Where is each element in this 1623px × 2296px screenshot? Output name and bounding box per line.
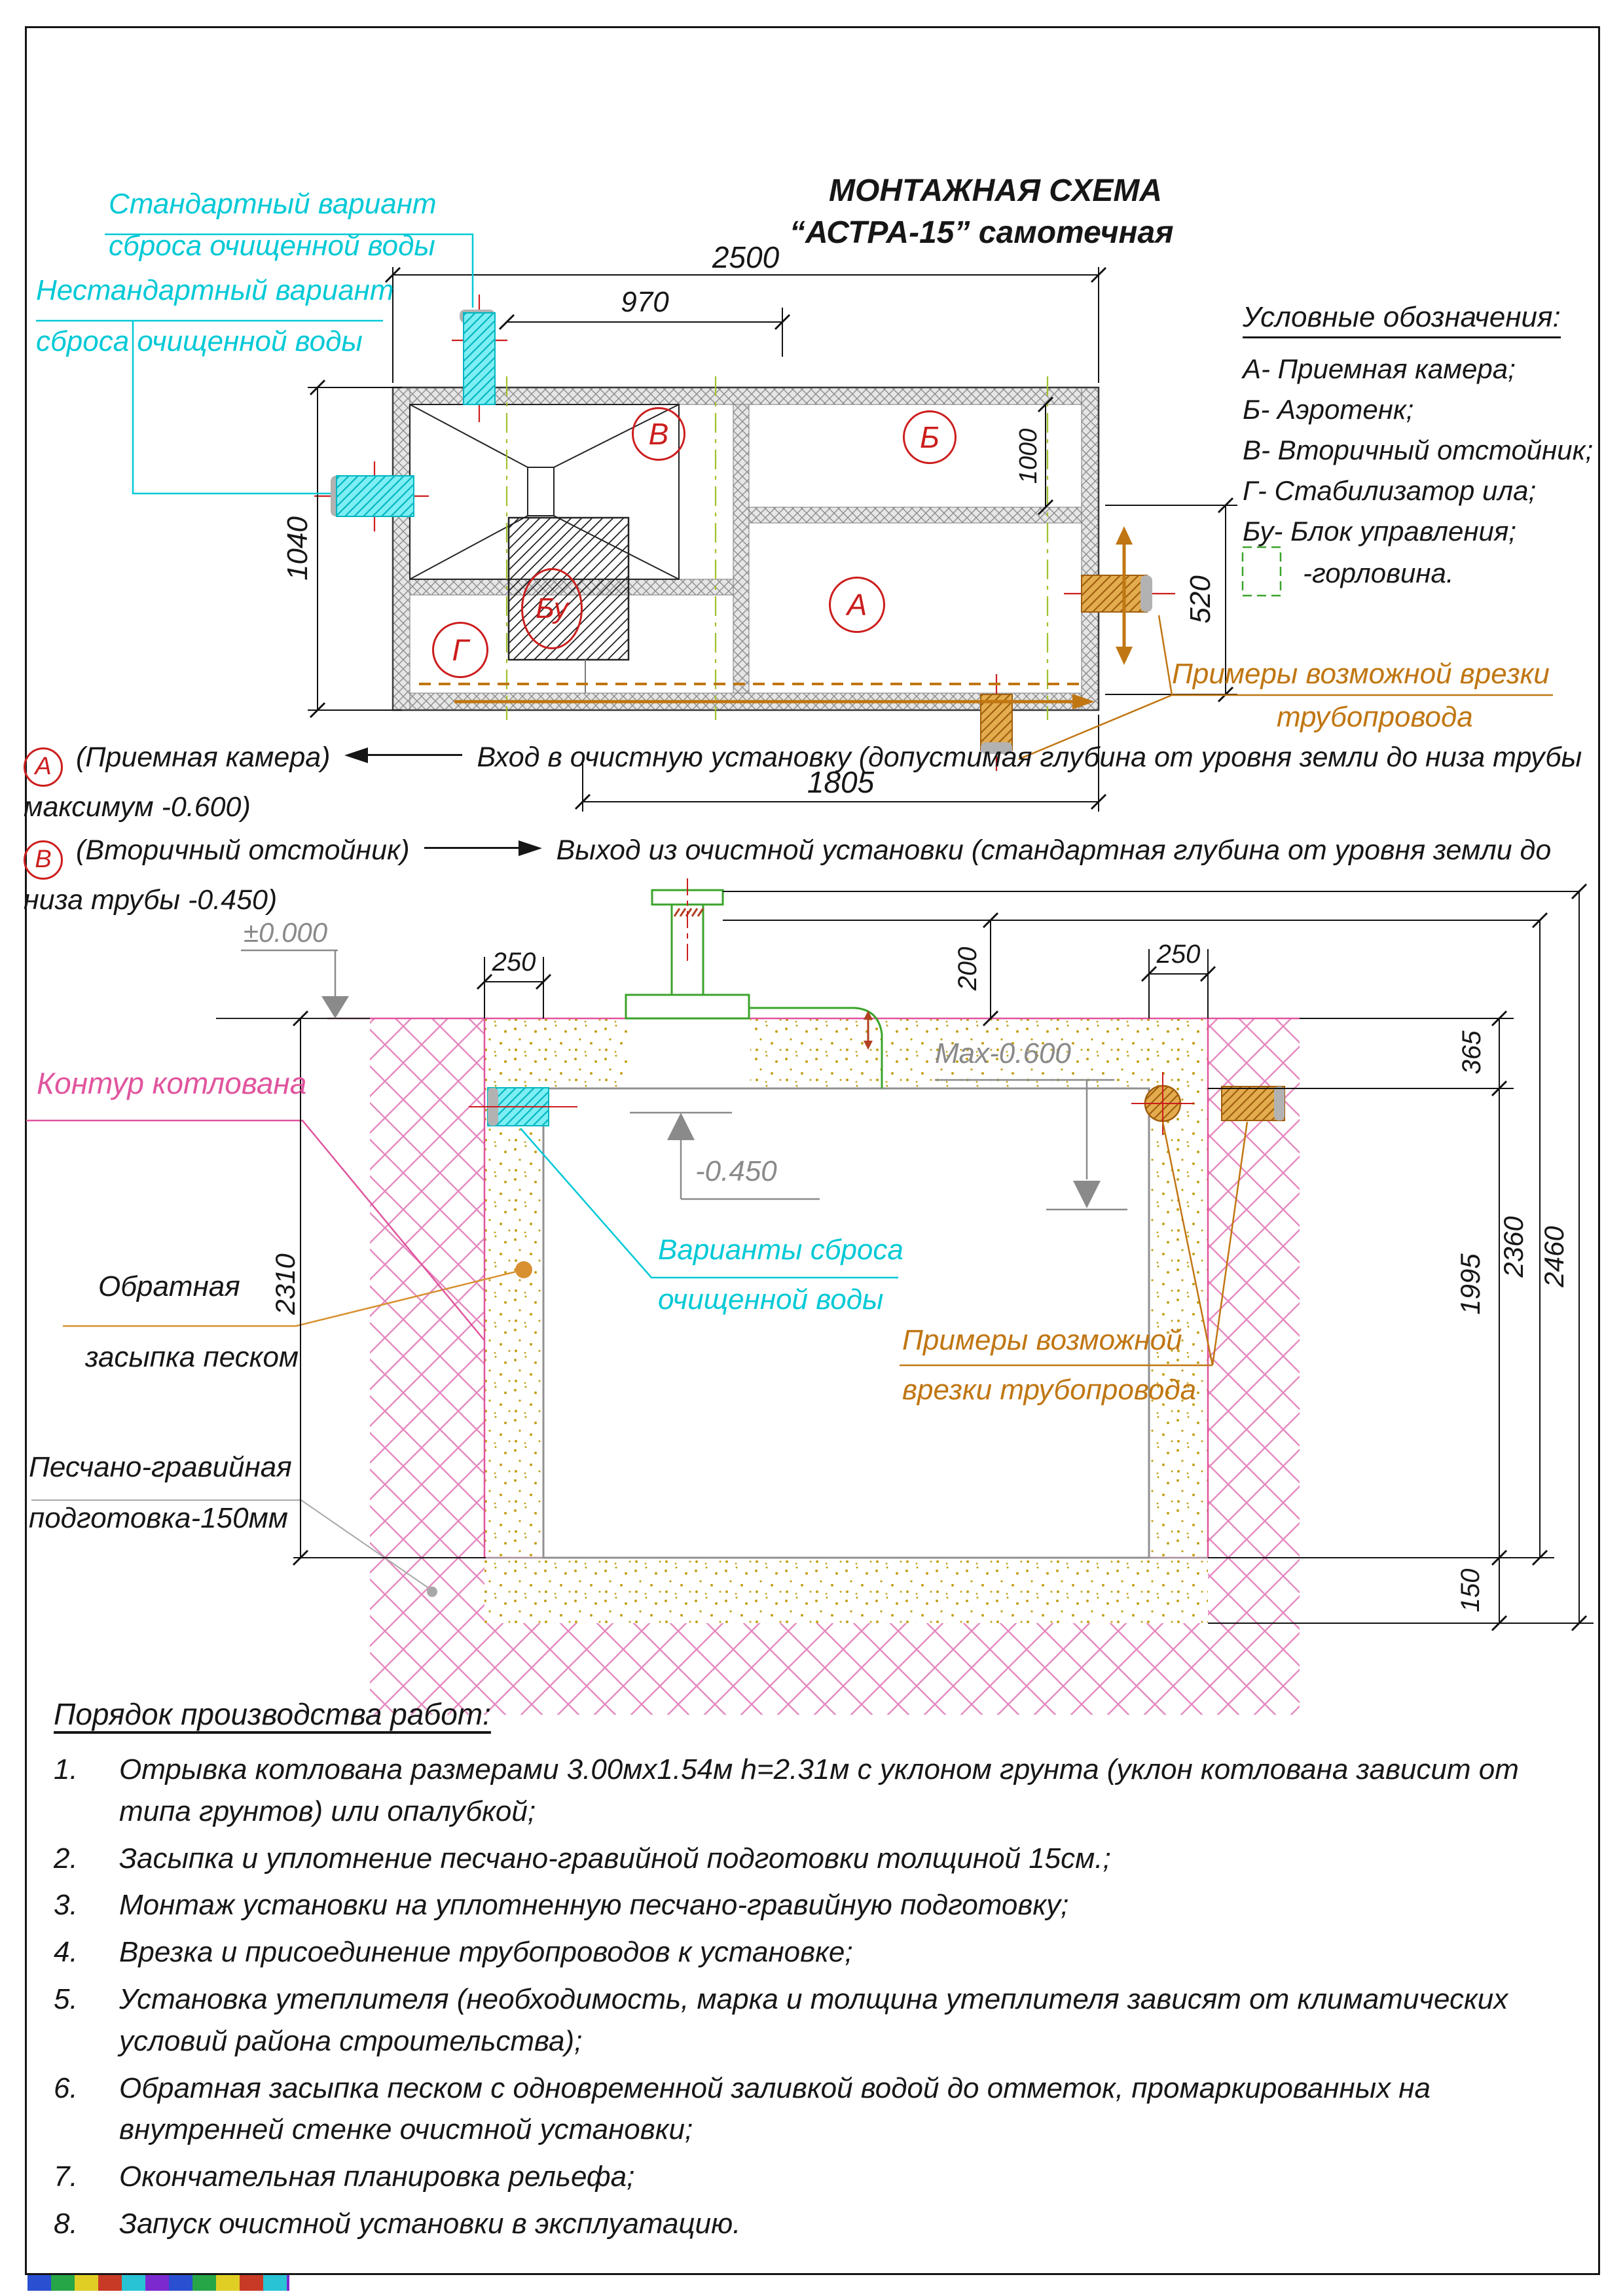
procedure-item: 8. Запуск очистной установки в эксплуатацию.	[54, 2207, 741, 2240]
dim-2360: 2360	[1497, 1216, 1529, 1278]
base-prep-label-line2: подготовка-150мм	[29, 1502, 288, 1534]
procedure-item: 6. Обратная засыпка песком с одновременной заливкой водой до отметок, промаркированных на внутренней стенке очистной установки;	[54, 2072, 1431, 2146]
pipe-examples-label-line1: Примеры возможной врезки	[1172, 658, 1550, 690]
dim-970: 970	[621, 286, 669, 318]
manhole-symbol	[1243, 547, 1281, 596]
chamber-marker-g: Г	[432, 622, 488, 678]
drawing-title-line2: “АСТРА-15” самотечная	[790, 215, 1174, 250]
standard-discharge-pipe	[464, 313, 495, 404]
discharge-variants-label-line2: очищенной воды	[658, 1283, 884, 1316]
note-marker-a: А	[24, 747, 63, 787]
discharge-variants-label-line1: Варианты сброса	[658, 1234, 903, 1266]
standard-discharge-label-line2: сброса очищенной воды	[109, 230, 435, 262]
level-minus-0450: -0.450	[695, 1155, 777, 1187]
section-pipe-examples-line1: Примеры возможной	[902, 1324, 1182, 1356]
drawing-title-line1: МОНТАЖНАЯ СХЕМА	[829, 173, 1163, 208]
backfill-label-line2: засыпка песком	[85, 1341, 299, 1373]
backfill-label-line1: Обратная	[98, 1270, 240, 1302]
procedure-item: 3. Монтаж установки на уплотненную песчано-гравийную подготовку;	[54, 1889, 1069, 1922]
dim-365: 365	[1457, 1030, 1486, 1075]
section-pipe-examples-line2: врезки трубопровода	[902, 1374, 1197, 1406]
dim-2500: 2500	[712, 240, 780, 274]
backfill-leader-dot	[515, 1261, 532, 1278]
dim-250-right: 250	[1156, 940, 1201, 969]
note-outlet	[24, 830, 1597, 920]
legend-item-b: Б- Аэротенк;	[1243, 394, 1414, 425]
chamber-marker-bu: Бу	[521, 568, 583, 649]
dim-1040: 1040	[281, 516, 314, 581]
footer-color-strip	[27, 2275, 289, 2291]
nonstandard-discharge-pipe	[337, 476, 414, 516]
legend-title: Условные обозначения:	[1243, 301, 1561, 338]
level-zero: ±0.000	[244, 917, 328, 948]
dim-1995: 1995	[1454, 1253, 1486, 1315]
note-a-name: (Приемная камера)	[76, 742, 331, 773]
procedure-item: 5. Установка утеплителя (необходимость, марка и толщина утеплителя зависят от климатических условий района строительства);	[54, 1982, 1508, 2057]
procedure-item: 1. Отрывка котлована размерами 3.00мх1.54м h=2.31м с уклоном грунта (уклон котлована зависит от типа грунтов) или опалубкой;	[54, 1753, 1519, 1827]
left-arrow-icon	[344, 747, 462, 764]
dim-1000: 1000	[1015, 428, 1043, 484]
legend-item-bu: Бу- Блок управления;	[1243, 516, 1516, 547]
procedure-title: Порядок производства работ:	[54, 1697, 491, 1731]
nonstandard-discharge-label-line2: сброса очищенной воды	[36, 325, 363, 357]
level-max-0600: Max-0.600	[935, 1037, 1071, 1069]
legend-item-g: Г- Стабилизатор ила;	[1243, 475, 1537, 506]
procedure-item: 2. Засыпка и уплотнение песчано-гравийной подготовки толщиной 15см.;	[54, 1842, 1111, 1874]
dim-2460: 2460	[1538, 1226, 1569, 1287]
chamber-marker-b: Б	[903, 410, 957, 464]
legend-item-v: В- Вторичный отстойник;	[1243, 435, 1594, 465]
dim-250-left: 250	[492, 948, 536, 977]
procedure-item: 4. Врезка и присоединение трубопроводов к установке;	[54, 1936, 853, 1969]
tank-body-section	[543, 1088, 1149, 1558]
base-prep-label-line1: Песчано-гравийная	[29, 1451, 292, 1483]
dim-2310: 2310	[269, 1253, 301, 1315]
note-v-text: Выход из очистной установки (стандартная глубина от уровня земли до низа трубы -0.450)	[24, 834, 1552, 916]
chamber-marker-v: В	[632, 407, 685, 461]
note-inlet	[24, 737, 1597, 827]
nonstandard-discharge-label-line1: Нестандартный вариант	[36, 274, 394, 306]
pipe-cap	[1140, 575, 1152, 612]
note-v-name: (Вторичный отстойник)	[76, 834, 410, 866]
sand-gravel-base	[484, 1558, 1208, 1623]
standard-discharge-label-line1: Стандартный вариант	[109, 188, 437, 220]
work-procedure	[54, 1696, 1589, 2250]
right-arrow-icon	[424, 840, 542, 857]
dim-1805: 1805	[807, 765, 875, 799]
dim-150: 150	[1456, 1568, 1485, 1613]
dim-200: 200	[953, 946, 982, 991]
legend-item-manhole: -горловина.	[1303, 558, 1454, 588]
pit-contour-label: Контур котлована	[37, 1066, 307, 1100]
pipe-examples-label-line2: трубопровода	[1277, 701, 1473, 733]
note-a-text: Вход в очистную установку (допустимая глубина от уровня земли до низа трубы максимум -0.600)	[24, 742, 1582, 823]
procedure-item: 7. Окончательная планировка рельефа;	[54, 2161, 635, 2193]
inlet-pipe-example-side	[1082, 575, 1147, 612]
chamber-marker-a: А	[829, 577, 885, 633]
legend-item-a: А- Приемная камера;	[1243, 353, 1516, 384]
note-marker-v: В	[24, 840, 63, 880]
dim-520: 520	[1184, 575, 1216, 624]
